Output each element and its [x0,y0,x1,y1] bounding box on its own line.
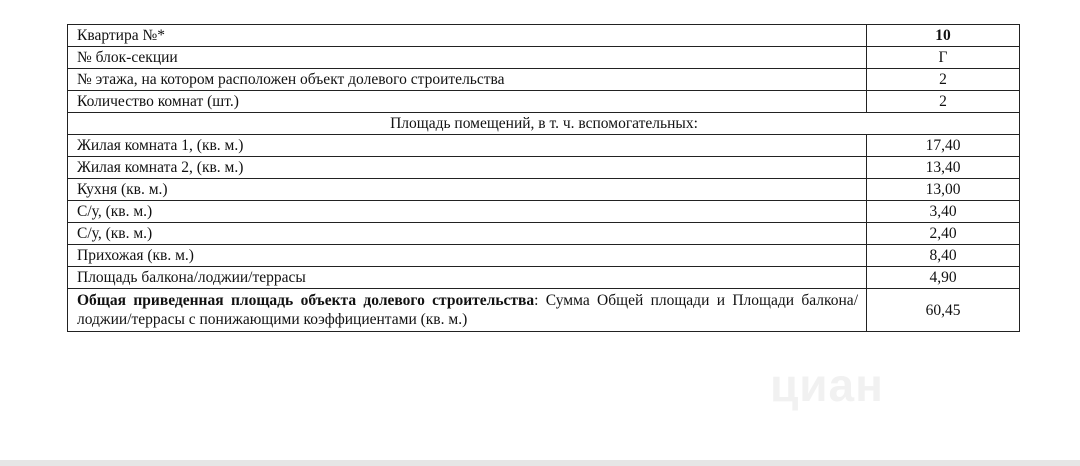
cropped-text-fragment [70,0,270,4]
row-value: 2,40 [867,223,1020,245]
row-value: 2 [867,91,1020,113]
row-value: 13,00 [867,179,1020,201]
table-row [68,91,1020,113]
table-row [68,135,1020,157]
row-label: Квартира №* [68,25,867,47]
section-header: Площадь помещений, в т. ч. вспомогательных: [68,113,1020,135]
section-header-row [68,113,1020,135]
watermark-logo: циан [770,359,884,411]
row-label: Жилая комната 1, (кв. м.) [68,135,867,157]
row-value: 4,90 [867,267,1020,289]
row-value: 8,40 [867,245,1020,267]
table-row [68,267,1020,289]
row-value: 13,40 [867,157,1020,179]
table-row [68,25,1020,47]
total-label [68,289,867,332]
table-row [68,69,1020,91]
row-value: Г [867,47,1020,69]
table-row [68,245,1020,267]
table-row [68,179,1020,201]
apartment-number-value: 10 [867,25,1020,47]
table-row [68,47,1020,69]
row-label: № этажа, на котором расположен объект долевого строительства [68,69,867,91]
total-row [68,289,1020,332]
row-label: Кухня (кв. м.) [68,179,867,201]
row-label: Количество комнат (шт.) [68,91,867,113]
row-value: 2 [867,69,1020,91]
table-row [68,201,1020,223]
total-value: 60,45 [867,289,1020,332]
row-label: Жилая комната 2, (кв. м.) [68,157,867,179]
apartment-spec-table [67,24,1020,332]
row-label: Прихожая (кв. м.) [68,245,867,267]
total-label-rest: : Сумма Общей площади и Площади балкона/лоджии/террасы с понижающими коэффициентами (кв. м.) [77,292,858,328]
row-label: С/у, (кв. м.) [68,223,867,245]
table-row [68,157,1020,179]
bottom-divider [0,460,1080,466]
table-row [68,223,1020,245]
row-label: Площадь балкона/лоджии/террасы [68,267,867,289]
row-label: № блок-секции [68,47,867,69]
row-label: С/у, (кв. м.) [68,201,867,223]
row-value: 3,40 [867,201,1020,223]
row-value: 17,40 [867,135,1020,157]
total-label-bold: Общая приведенная площадь объекта долевого строительства [77,292,535,309]
